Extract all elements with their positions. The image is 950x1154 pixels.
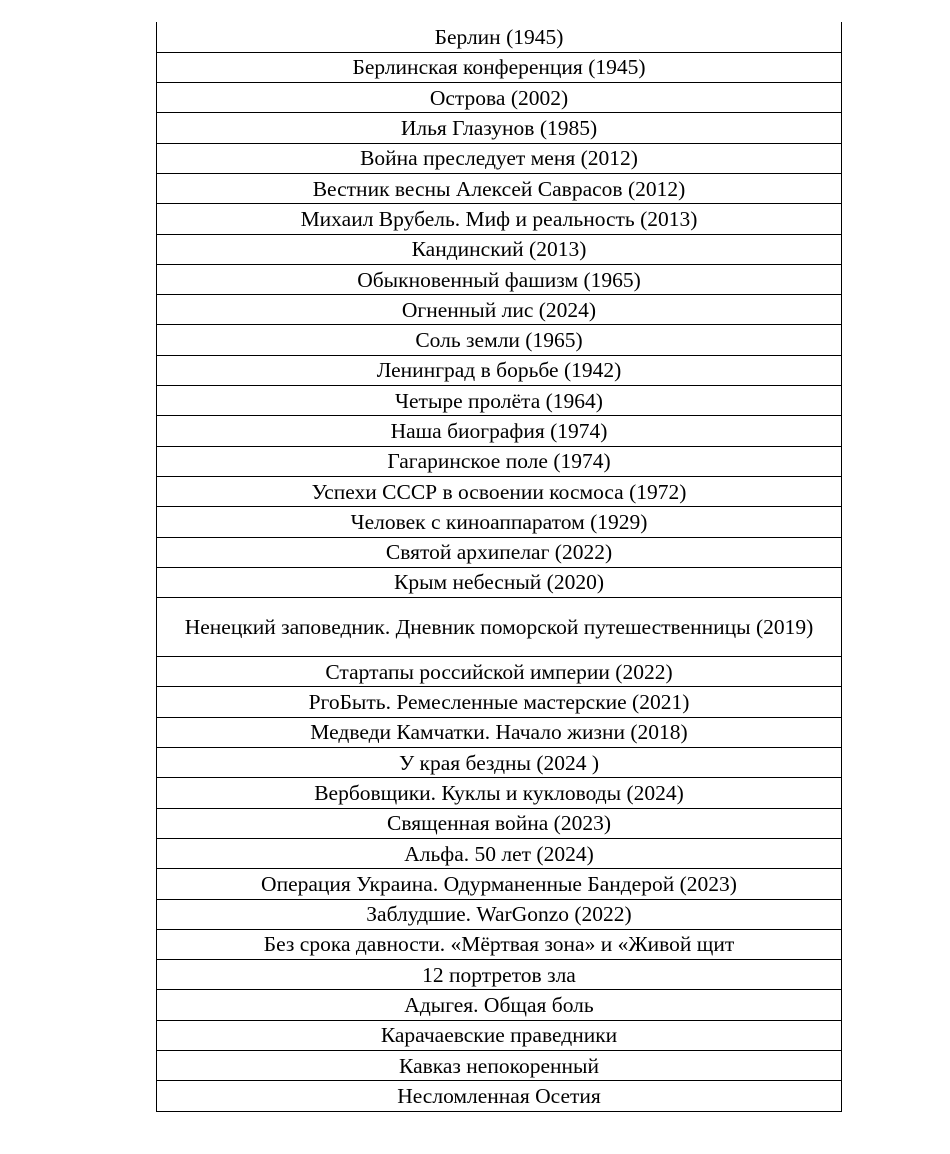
table-row [157,778,842,808]
table-row [157,476,842,506]
table-row [157,808,842,838]
film-title-cell: Обыкновенный фашизм (1965) [157,264,842,294]
film-title-cell: Михаил Врубель. Миф и реальность (2013) [157,204,842,234]
film-title-cell: 12 портретов зла [157,960,842,990]
table-row [157,234,842,264]
table-row [157,537,842,567]
film-title-cell: Адыгея. Общая боль [157,990,842,1020]
table-row [157,173,842,203]
film-title-cell: Человек с киноаппаратом (1929) [157,507,842,537]
film-title-cell: Берлинская конференция (1945) [157,52,842,82]
table-row [157,264,842,294]
table-row [157,1020,842,1050]
table-row [157,355,842,385]
film-title-cell: Ленинград в борьбе (1942) [157,355,842,385]
film-title-cell: Ненецкий заповедник. Дневник поморской путешественницы (2019) [157,598,842,657]
film-title-cell: Альфа. 50 лет (2024) [157,838,842,868]
table-row [157,143,842,173]
film-title-cell: Священная война (2023) [157,808,842,838]
film-title-cell: Успехи СССР в освоении космоса (1972) [157,476,842,506]
table-row [157,386,842,416]
film-title-cell: Крым небесный (2020) [157,567,842,597]
film-title-cell: Четыре пролёта (1964) [157,386,842,416]
film-title-cell: PгоБыть. Ремесленные мастерские (2021) [157,687,842,717]
film-title-cell: Стартапы российской империи (2022) [157,657,842,687]
film-title-cell: Вербовщики. Куклы и кукловоды (2024) [157,778,842,808]
table-row [157,899,842,929]
table-row [157,325,842,355]
table-row [157,748,842,778]
film-title-cell: Илья Глазунов (1985) [157,113,842,143]
film-list-table [156,22,842,1112]
table-row [157,598,842,657]
table-row [157,204,842,234]
table-row [157,687,842,717]
film-title-cell: Операция Украина. Одурманенные Бандерой (2023) [157,869,842,899]
table-row [157,960,842,990]
table-row [157,446,842,476]
table-row [157,507,842,537]
film-title-cell: Вестник весны Алексей Саврасов (2012) [157,173,842,203]
film-title-cell: У края бездны (2024 ) [157,748,842,778]
film-title-cell: Наша биография (1974) [157,416,842,446]
film-title-cell: Война преследует меня (2012) [157,143,842,173]
film-title-cell: Гагаринское поле (1974) [157,446,842,476]
film-title-cell: Заблудшие. WarGonzo (2022) [157,899,842,929]
table-row [157,295,842,325]
table-row [157,22,842,52]
film-title-cell: Соль земли (1965) [157,325,842,355]
table-row [157,929,842,959]
film-title-cell: Святой архипелаг (2022) [157,537,842,567]
film-list-body [157,22,842,1111]
table-row [157,416,842,446]
film-title-cell: Огненный лис (2024) [157,295,842,325]
table-row [157,657,842,687]
table-row [157,1051,842,1081]
table-row [157,52,842,82]
table-row [157,1081,842,1111]
table-row [157,869,842,899]
table-row [157,990,842,1020]
film-title-cell: Медведи Камчатки. Начало жизни (2018) [157,717,842,747]
film-title-cell: Карачаевские праведники [157,1020,842,1050]
film-title-cell: Кандинский (2013) [157,234,842,264]
film-title-cell: Без срока давности. «Мёртвая зона» и «Живой щит [157,929,842,959]
table-row [157,567,842,597]
film-title-cell: Берлин (1945) [157,22,842,52]
table-row [157,113,842,143]
film-title-cell: Кавказ непокоренный [157,1051,842,1081]
film-title-cell: Несломленная Осетия [157,1081,842,1111]
table-row [157,838,842,868]
table-row [157,83,842,113]
table-row [157,717,842,747]
film-title-cell: Острова (2002) [157,83,842,113]
